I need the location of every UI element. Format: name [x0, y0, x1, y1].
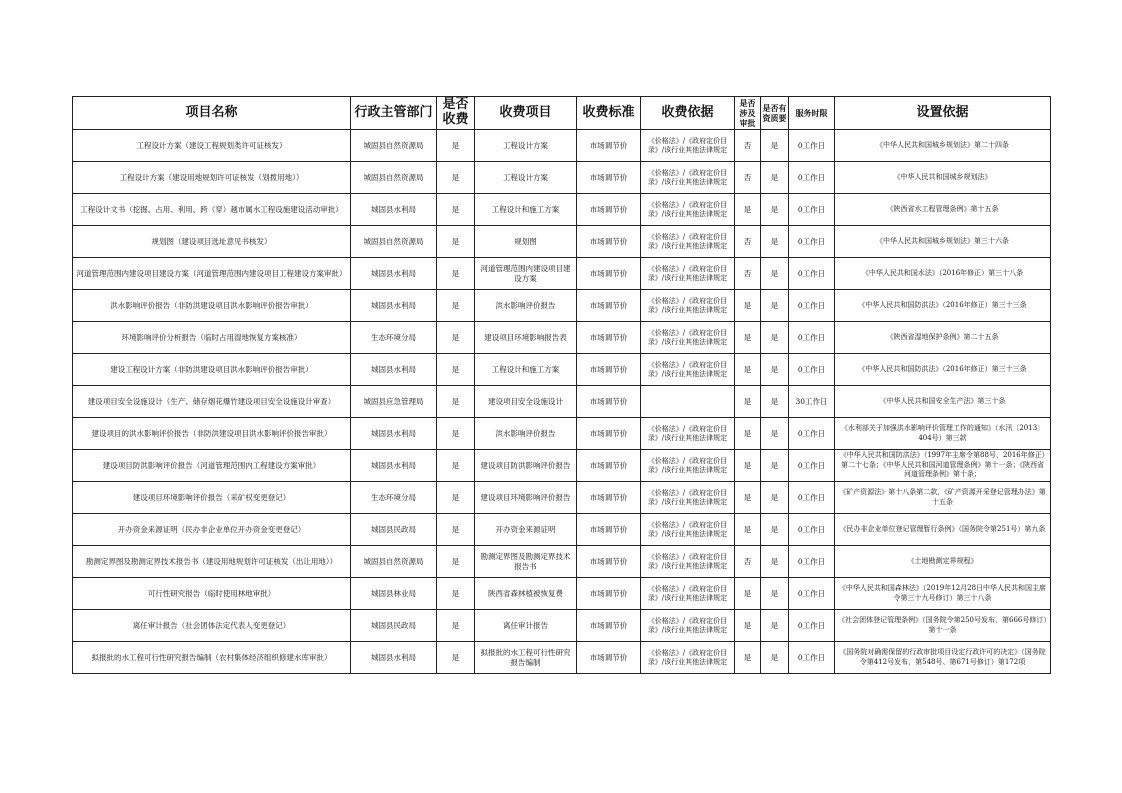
cell-project-name: 开办资金来源证明（民办非企业单位开办资金变更登记）	[73, 514, 351, 546]
cell-fee-item: 开办资金来源证明	[475, 514, 577, 546]
cell-approval: 是	[735, 610, 761, 642]
cell-approval: 否	[735, 130, 761, 162]
cell-project-name: 建设项目的洪水影响评价报告（非防洪建设项目洪水影响评价报告审批）	[73, 418, 351, 450]
cell-charged: 是	[437, 354, 475, 386]
cell-legal-basis: 《中华人民共和国安全生产法》第三十条	[835, 386, 1051, 418]
table-row	[73, 610, 1051, 642]
cell-department: 城固县自然资源局	[351, 162, 437, 194]
cell-fee-standard: 市场调节价	[577, 162, 641, 194]
cell-approval: 是	[735, 578, 761, 610]
cell-charged: 是	[437, 258, 475, 290]
cell-fee-standard: 市场调节价	[577, 450, 641, 482]
cell-legal-basis: 《民办非企业单位登记管理暂行条例》（国务院令第251号）第九条	[835, 514, 1051, 546]
cell-fee-basis: 《价格法》/《政府定价目录》/该行业其他法律规定	[641, 578, 735, 610]
cell-qualification: 是	[761, 354, 789, 386]
header-approval: 是否涉及审批	[735, 97, 761, 130]
cell-time-limit: 0工作日	[789, 194, 835, 226]
table-row	[73, 290, 1051, 322]
cell-fee-standard: 市场调节价	[577, 386, 641, 418]
cell-approval: 否	[735, 258, 761, 290]
cell-fee-basis: 《价格法》/《政府定价目录》/该行业其他法律规定	[641, 450, 735, 482]
cell-fee-basis: 《价格法》/《政府定价目录》/该行业其他法律规定	[641, 194, 735, 226]
cell-qualification: 是	[761, 226, 789, 258]
cell-approval: 否	[735, 546, 761, 578]
cell-qualification: 是	[761, 610, 789, 642]
cell-time-limit: 0工作日	[789, 162, 835, 194]
cell-department: 城固县应急管理局	[351, 386, 437, 418]
cell-fee-item: 勘测定界图及勘测定界技术报告书	[475, 546, 577, 578]
header-basis: 收费依据	[641, 97, 735, 130]
cell-charged: 是	[437, 386, 475, 418]
cell-time-limit: 0工作日	[789, 290, 835, 322]
cell-qualification: 是	[761, 514, 789, 546]
cell-fee-basis: 《价格法》/《政府定价目录》/该行业其他法律规定	[641, 546, 735, 578]
cell-time-limit: 0工作日	[789, 610, 835, 642]
cell-approval: 是	[735, 354, 761, 386]
cell-qualification: 是	[761, 194, 789, 226]
cell-time-limit: 0工作日	[789, 546, 835, 578]
cell-qualification: 是	[761, 578, 789, 610]
cell-project-name: 勘测定界图及勘测定界技术报告书（建设用地规划许可证核发（出让用地））	[73, 546, 351, 578]
header-name: 项目名称	[73, 97, 351, 130]
header-item: 收费项目	[475, 97, 577, 130]
cell-charged: 是	[437, 450, 475, 482]
table-row	[73, 546, 1051, 578]
cell-approval: 否	[735, 226, 761, 258]
table-row	[73, 578, 1051, 610]
cell-qualification: 是	[761, 482, 789, 514]
table-row	[73, 258, 1051, 290]
cell-qualification: 是	[761, 642, 789, 674]
cell-approval: 是	[735, 322, 761, 354]
header-legal: 设置依据	[835, 97, 1051, 130]
header-dept: 行政主管部门	[351, 97, 437, 130]
table-row	[73, 642, 1051, 674]
cell-approval: 是	[735, 418, 761, 450]
cell-project-name: 环境影响评价分析报告（临时占用湿地恢复方案核准）	[73, 322, 351, 354]
cell-fee-item: 工程设计方案	[475, 130, 577, 162]
cell-project-name: 建设工程设计方案（非防洪建设项目洪水影响评价报告审批）	[73, 354, 351, 386]
cell-charged: 是	[437, 546, 475, 578]
cell-legal-basis: 《中华人民共和国防洪法》（2016年修正）第三十三条	[835, 354, 1051, 386]
cell-fee-item: 规划图	[475, 226, 577, 258]
cell-department: 城固县水利局	[351, 290, 437, 322]
cell-approval: 是	[735, 194, 761, 226]
cell-qualification: 是	[761, 386, 789, 418]
cell-qualification: 是	[761, 322, 789, 354]
table-row	[73, 162, 1051, 194]
cell-charged: 是	[437, 610, 475, 642]
cell-approval: 是	[735, 450, 761, 482]
cell-charged: 是	[437, 290, 475, 322]
cell-fee-basis: 《价格法》/《政府定价目录》/该行业其他法律规定	[641, 130, 735, 162]
cell-fee-item: 工程设计和施工方案	[475, 194, 577, 226]
cell-project-name: 洪水影响评价报告（非防洪建设项目洪水影响评价报告审批）	[73, 290, 351, 322]
table-row	[73, 226, 1051, 258]
cell-fee-standard: 市场调节价	[577, 258, 641, 290]
table-row	[73, 194, 1051, 226]
cell-legal-basis: 《中华人民共和国城乡规划法》第二十四条	[835, 130, 1051, 162]
table-row	[73, 386, 1051, 418]
cell-time-limit: 0工作日	[789, 514, 835, 546]
cell-charged: 是	[437, 482, 475, 514]
cell-fee-standard: 市场调节价	[577, 578, 641, 610]
cell-time-limit: 0工作日	[789, 322, 835, 354]
header-std: 收费标准	[577, 97, 641, 130]
cell-fee-item: 建设项目环境影响评价报告	[475, 482, 577, 514]
cell-project-name: 河道管理范围内建设项目建设方案（河道管理范围内建设项目工程建设方案审批）	[73, 258, 351, 290]
cell-qualification: 是	[761, 290, 789, 322]
cell-charged: 是	[437, 130, 475, 162]
cell-qualification: 是	[761, 162, 789, 194]
cell-project-name: 建设项目环境影响评价报告（采矿权变更登记）	[73, 482, 351, 514]
cell-fee-item: 拟报批的水工程可行性研究报告编制	[475, 642, 577, 674]
cell-time-limit: 0工作日	[789, 450, 835, 482]
cell-department: 城固县水利局	[351, 450, 437, 482]
cell-time-limit: 0工作日	[789, 418, 835, 450]
cell-department: 城固县民政局	[351, 514, 437, 546]
cell-qualification: 是	[761, 130, 789, 162]
cell-approval: 是	[735, 386, 761, 418]
cell-legal-basis: 《土地勘测定界规程》	[835, 546, 1051, 578]
cell-fee-basis: 《价格法》/《政府定价目录》/该行业其他法律规定	[641, 642, 735, 674]
cell-fee-standard: 市场调节价	[577, 354, 641, 386]
cell-project-name: 工程设计方案（建设工程规划类许可证核发）	[73, 130, 351, 162]
cell-project-name: 工程设计方案（建设用地规划许可证核发（划拨用地））	[73, 162, 351, 194]
cell-fee-standard: 市场调节价	[577, 642, 641, 674]
cell-charged: 是	[437, 194, 475, 226]
cell-department: 城固县自然资源局	[351, 226, 437, 258]
cell-fee-basis: 《价格法》/《政府定价目录》/该行业其他法律规定	[641, 322, 735, 354]
cell-time-limit: 0工作日	[789, 578, 835, 610]
cell-legal-basis: 《陕西省湿地保护条例》第二十五条	[835, 322, 1051, 354]
cell-department: 城固县自然资源局	[351, 130, 437, 162]
cell-fee-basis: 《价格法》/《政府定价目录》/该行业其他法律规定	[641, 418, 735, 450]
cell-department: 城固县水利局	[351, 418, 437, 450]
cell-fee-item: 洪水影响评价报告	[475, 290, 577, 322]
cell-approval: 是	[735, 482, 761, 514]
cell-approval: 是	[735, 642, 761, 674]
cell-department: 生态环境分局	[351, 482, 437, 514]
header-row	[73, 97, 1051, 130]
cell-fee-basis: 《价格法》/《政府定价目录》/该行业其他法律规定	[641, 354, 735, 386]
fee-items-table	[72, 96, 1051, 674]
cell-legal-basis: 《中华人民共和国水法》（2016年修正）第三十八条	[835, 258, 1051, 290]
table-row	[73, 514, 1051, 546]
cell-department: 城固县水利局	[351, 194, 437, 226]
table-row	[73, 130, 1051, 162]
cell-fee-basis: 《价格法》/《政府定价目录》/该行业其他法律规定	[641, 290, 735, 322]
table-row	[73, 418, 1051, 450]
cell-qualification: 是	[761, 546, 789, 578]
cell-fee-standard: 市场调节价	[577, 130, 641, 162]
cell-legal-basis: 《水利部关于加强洪水影响评价管理工作的通知》（水汛〔2013〕404号）第三款	[835, 418, 1051, 450]
table-row	[73, 450, 1051, 482]
cell-project-name: 建设项目防洪影响评价报告（河道管理范围内工程建设方案审批）	[73, 450, 351, 482]
cell-charged: 是	[437, 162, 475, 194]
cell-legal-basis: 《中华人民共和国城乡规划法》	[835, 162, 1051, 194]
cell-legal-basis: 《社会团体登记管理条例》（国务院令第250号发布，第666号修订）第十一条	[835, 610, 1051, 642]
cell-fee-standard: 市场调节价	[577, 194, 641, 226]
cell-fee-item: 建设项目安全设施设计	[475, 386, 577, 418]
cell-project-name: 工程设计文书（挖掘、占用、利用、跨（穿）越市属水工程设施建设活动审批）	[73, 194, 351, 226]
cell-fee-item: 河道管理范围内建设项目建设方案	[475, 258, 577, 290]
cell-approval: 是	[735, 290, 761, 322]
cell-fee-item: 工程设计方案	[475, 162, 577, 194]
cell-fee-standard: 市场调节价	[577, 610, 641, 642]
cell-project-name: 离任审计报告（社会团体法定代表人变更登记）	[73, 610, 351, 642]
header-qual: 是否有资质要	[761, 97, 789, 130]
cell-time-limit: 0工作日	[789, 482, 835, 514]
cell-time-limit: 30工作日	[789, 386, 835, 418]
cell-fee-standard: 市场调节价	[577, 418, 641, 450]
cell-charged: 是	[437, 514, 475, 546]
cell-legal-basis: 《中华人民共和国防洪法》（1997年主席令第88号，2016年修正）第二十七条；《中华人民共和国河道管理条例》第十一条；《陕西省河道管理条例》第十条；	[835, 450, 1051, 482]
cell-charged: 是	[437, 322, 475, 354]
cell-charged: 是	[437, 578, 475, 610]
cell-fee-standard: 市场调节价	[577, 226, 641, 258]
cell-time-limit: 0工作日	[789, 130, 835, 162]
cell-fee-basis: 《价格法》/《政府定价目录》/该行业其他法律规定	[641, 482, 735, 514]
table-row	[73, 354, 1051, 386]
cell-time-limit: 0工作日	[789, 258, 835, 290]
cell-charged: 是	[437, 226, 475, 258]
cell-fee-standard: 市场调节价	[577, 514, 641, 546]
cell-time-limit: 0工作日	[789, 226, 835, 258]
cell-project-name: 拟报批的水工程可行性研究报告编制（农村集体经济组织修建水库审批）	[73, 642, 351, 674]
cell-charged: 是	[437, 418, 475, 450]
cell-fee-standard: 市场调节价	[577, 546, 641, 578]
cell-fee-basis: 《价格法》/《政府定价目录》/该行业其他法律规定	[641, 162, 735, 194]
cell-project-name: 可行性研究报告（临时使用林地审批）	[73, 578, 351, 610]
cell-approval: 否	[735, 162, 761, 194]
cell-legal-basis: 《矿产资源法》第十八条第二款，《矿产资源开采登记管理办法》第十五条	[835, 482, 1051, 514]
cell-department: 城固县民政局	[351, 610, 437, 642]
header-limit: 服务时限	[789, 97, 835, 130]
cell-fee-standard: 市场调节价	[577, 482, 641, 514]
cell-fee-standard: 市场调节价	[577, 322, 641, 354]
cell-legal-basis: 《中华人民共和国城乡规划法》第三十六条	[835, 226, 1051, 258]
cell-fee-basis: 《价格法》/《政府定价目录》/该行业其他法律规定	[641, 514, 735, 546]
cell-fee-basis	[641, 386, 735, 418]
cell-fee-item: 建设项目环境影响报告表	[475, 322, 577, 354]
cell-department: 城固县水利局	[351, 642, 437, 674]
cell-fee-basis: 《价格法》/《政府定价目录》/该行业其他法律规定	[641, 258, 735, 290]
cell-department: 城固县自然资源局	[351, 546, 437, 578]
cell-time-limit: 0工作日	[789, 642, 835, 674]
table-row	[73, 482, 1051, 514]
cell-department: 城固县林业局	[351, 578, 437, 610]
table-body	[73, 130, 1051, 674]
cell-approval: 是	[735, 514, 761, 546]
cell-fee-item: 离任审计报告	[475, 610, 577, 642]
cell-time-limit: 0工作日	[789, 354, 835, 386]
cell-fee-item: 陕西省森林植被恢复费	[475, 578, 577, 610]
cell-legal-basis: 《中华人民共和国森林法》（2019年12月28日中华人民共和国主席令第三十九号修订）第三十八条	[835, 578, 1051, 610]
cell-qualification: 是	[761, 258, 789, 290]
cell-legal-basis: 《中华人民共和国防洪法》（2016年修正）第三十三条	[835, 290, 1051, 322]
cell-fee-basis: 《价格法》/《政府定价目录》/该行业其他法律规定	[641, 226, 735, 258]
cell-fee-item: 工程设计和施工方案	[475, 354, 577, 386]
table-row	[73, 322, 1051, 354]
cell-fee-standard: 市场调节价	[577, 290, 641, 322]
cell-fee-item: 建设项目防洪影响评价报告	[475, 450, 577, 482]
cell-project-name: 建设项目安全设施设计（生产、储存烟花爆竹建设项目安全设施设计审查）	[73, 386, 351, 418]
cell-department: 城固县水利局	[351, 258, 437, 290]
cell-fee-item: 洪水影响评价报告	[475, 418, 577, 450]
cell-legal-basis: 《陕西省水工程管理条例》第十五条	[835, 194, 1051, 226]
cell-department: 城固县水利局	[351, 354, 437, 386]
cell-qualification: 是	[761, 418, 789, 450]
cell-fee-basis: 《价格法》/《政府定价目录》/该行业其他法律规定	[641, 610, 735, 642]
cell-legal-basis: 《国务院对确需保留的行政审批项目设定行政许可的决定》（国务院令第412号发布，第548号、第671号修订）第172项	[835, 642, 1051, 674]
cell-department: 生态环境分局	[351, 322, 437, 354]
header-fee: 是否收费	[437, 97, 475, 130]
cell-qualification: 是	[761, 450, 789, 482]
cell-project-name: 规划图（建设项目选址意见书核发）	[73, 226, 351, 258]
cell-charged: 是	[437, 642, 475, 674]
